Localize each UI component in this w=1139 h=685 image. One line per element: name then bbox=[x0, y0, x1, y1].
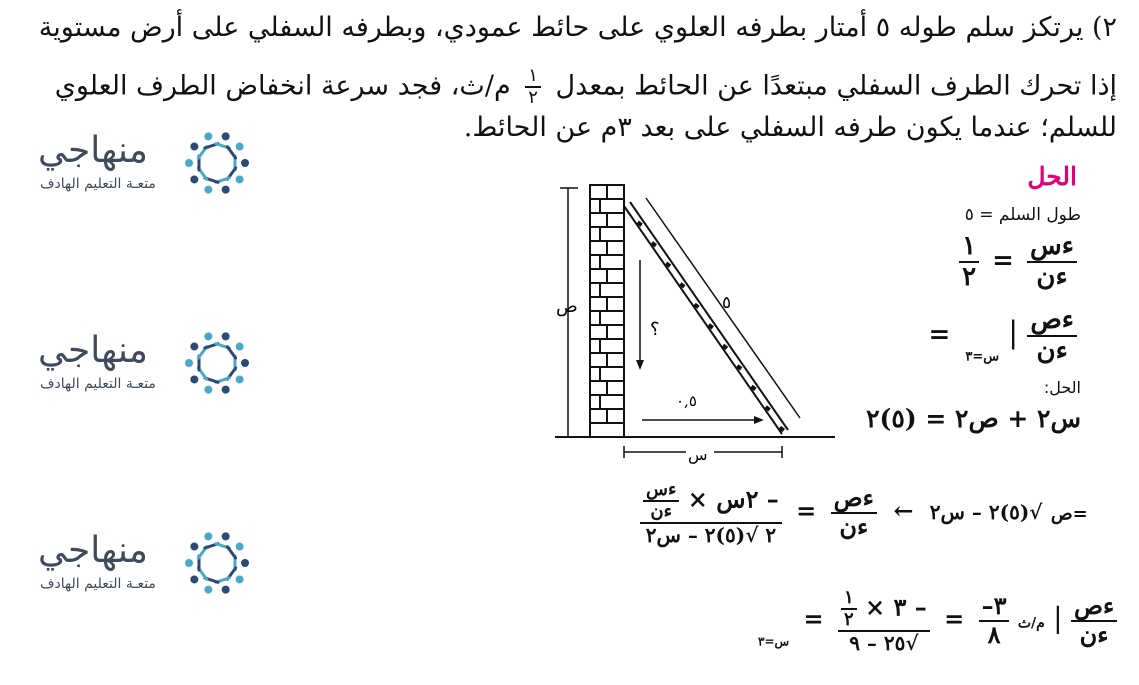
given-rate-rhs bbox=[959, 232, 979, 291]
ladder bbox=[624, 202, 788, 434]
sub-fraction: – ٣ × $\frac{١}{٢}$ √٢٥ – ٩ bbox=[838, 588, 930, 654]
dx-dt bbox=[1027, 232, 1077, 291]
logo-tagline: متعـة التعليم الهادف bbox=[40, 176, 156, 192]
manhaji-logo-3 bbox=[38, 524, 258, 604]
logo-tagline: متعـة التعليم الهادف bbox=[40, 376, 156, 392]
label-ladder: ٥ bbox=[722, 293, 732, 313]
given-rate-rhs-den: ٢ bbox=[962, 261, 977, 292]
y-equals: ص= bbox=[1050, 503, 1088, 525]
dy-dt-3: $\frac{\text{ءص}}{\text{ءن}}$ bbox=[1071, 593, 1117, 648]
label-y: ص bbox=[556, 296, 578, 317]
dx-dt-den: ءن bbox=[1036, 261, 1068, 292]
dy-dt bbox=[1027, 306, 1077, 365]
logo-emblem-icon bbox=[178, 124, 256, 202]
logo-brand: منهاجي bbox=[38, 330, 148, 371]
rate-fraction-den: ٢ bbox=[528, 86, 538, 108]
given-rate-eq: $\frac{١}{٢}$ = $\frac{\text{ءس}}{\text{ءن}}$ bbox=[959, 232, 1077, 291]
logo-brand: منهاجي bbox=[38, 530, 148, 571]
label-unknown: ؟ bbox=[650, 319, 660, 340]
logo-emblem-icon bbox=[178, 524, 256, 602]
solution-heading: الحل bbox=[1027, 162, 1077, 191]
manhaji-logo-2 bbox=[38, 324, 258, 404]
unit: م/ث bbox=[1017, 615, 1045, 632]
label-rate: ٠,٥ bbox=[676, 392, 697, 410]
dy-dt-den: ءن bbox=[1036, 335, 1068, 366]
logo-tagline: متعـة التعليم الهادف bbox=[40, 576, 156, 592]
derivation-line-2: م/ث $\frac{-٣}{٨}$ = – ٣ × $\frac{١}{٢}$ √٢٥ – ٩ = $_{س=٣}$ | $\frac{\text{ءص}}{\text{ءن}}$ bbox=[758, 588, 1117, 654]
derivation-line-1: – ٢س × $\frac{\text{ءس}}{\text{ءن}}$ ٢ √(٥)٢ – س٢ = $\frac{\text{ءص}}{\text{ءن}}$ ← √(٥)٢ – س٢ ص= bbox=[640, 480, 1088, 546]
dx-dt-num: ءس bbox=[1027, 232, 1077, 263]
solve-label: الحل: bbox=[1043, 378, 1081, 397]
result-fraction: $\frac{-٣}{٨}$ bbox=[979, 593, 1010, 648]
given-rate-rhs-num: ١ bbox=[959, 232, 979, 263]
pythagoras-eq: س٢ + ص٢ = (٥)٢ bbox=[866, 404, 1081, 433]
problem-line-1: ٢) يرتكز سلم طوله ٥ أمتار بطرفه العلوي على حائط عمودي، وبطرفه السفلي على أرض مستوية bbox=[38, 12, 1117, 43]
problem-line-3: للسلم؛ عندما يكون طرفه السفلي على بعد ٣م عن الحائط. bbox=[463, 112, 1117, 143]
chain-num: – ٢س × $\frac{\text{ءس}}{\text{ءن}}$ bbox=[640, 480, 782, 524]
unknown-sub: س=٣ bbox=[965, 349, 1000, 365]
dy-dt-2: $\frac{\text{ءص}}{\text{ءن}}$ bbox=[831, 485, 877, 540]
chain-rule-fraction bbox=[640, 480, 782, 546]
rate-fraction-num: ١ bbox=[525, 66, 541, 88]
problem-line-2a: إذا تحرك الطرف السفلي مبتعدًا عن الحائط بمعدل bbox=[555, 70, 1117, 102]
unknown-rate-eq: = $_{س=٣}$ | $\frac{\text{ءص}}{\text{ءن}}$ bbox=[928, 306, 1077, 365]
chain-den: ٢ √(٥)٢ – س٢ bbox=[645, 522, 777, 547]
manhaji-logo-1 bbox=[38, 124, 258, 204]
ladder-diagram bbox=[550, 180, 840, 470]
problem-line-2 bbox=[55, 66, 1117, 108]
problem-line-2b: م/ث، فجد سرعة انخفاض الطرف العلوي bbox=[54, 70, 511, 102]
dy-dt-num: ءص bbox=[1027, 306, 1077, 337]
rate-fraction bbox=[525, 66, 541, 108]
implies-arrow: ← bbox=[893, 496, 914, 526]
logo-emblem-icon bbox=[178, 324, 256, 402]
label-x: س bbox=[688, 445, 708, 464]
logo-brand: منهاجي bbox=[38, 130, 148, 171]
brick-wall bbox=[590, 185, 624, 437]
ladder-length: طول السلم = ٥ bbox=[964, 205, 1081, 225]
root-expr: √(٥)٢ – س٢ bbox=[929, 500, 1043, 525]
